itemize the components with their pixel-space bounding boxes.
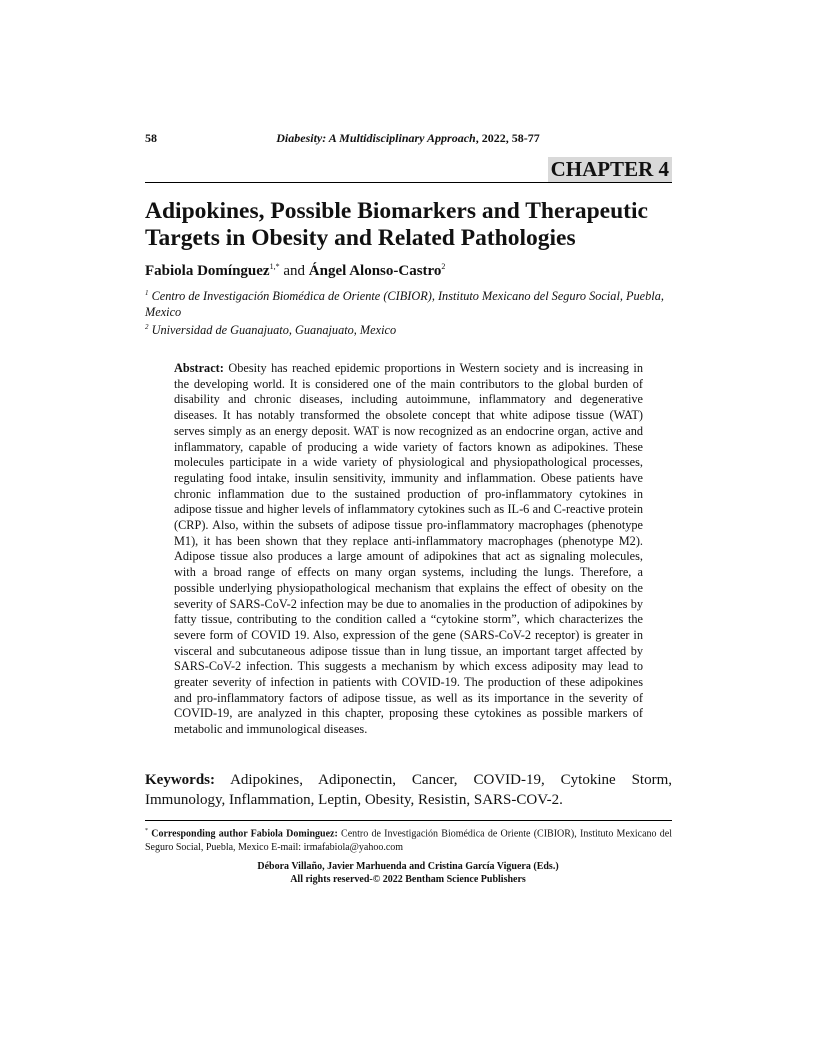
chapter-label: CHAPTER 4	[548, 157, 672, 182]
keywords-label: Keywords:	[145, 772, 215, 788]
abstract-label: Abstract:	[174, 361, 224, 375]
footnote-divider	[145, 820, 672, 821]
affiliation-2-marker: 2	[145, 323, 149, 331]
author-2-affiliation-marker: 2	[441, 262, 446, 271]
running-head	[0, 131, 816, 146]
affiliation-2	[145, 319, 675, 338]
affiliation-1-marker: 1	[145, 289, 149, 297]
page-number: 58	[145, 131, 157, 145]
author-conjunction: and	[279, 263, 309, 279]
journal-name: Diabesity: A Multidisciplinary Approach	[276, 131, 476, 145]
author-1-name: Fabiola Domínguez	[145, 263, 270, 279]
editors-line: Débora Villaño, Javier Marhuenda and Cristina García Viguera (Eds.)	[257, 861, 559, 872]
chapter-divider	[145, 182, 672, 183]
footnote-marker: *	[145, 828, 148, 834]
abstract	[174, 361, 643, 738]
abstract-text: Obesity has reached epidemic proportions in Western society and is increasing in the developing world. It is considered one of the main contributors to the global burden of disability and chronic diseases, including autoimmune, inflammatory and degenerative diseases. It has notably transformed the obsolete concept that white adipose tissue (WAT) serves simply as an energy deposit. WAT is now recognized as an endocrine organ, active and inflammatory, capable of producing a wide variety of factors known as adipokines. These molecules participate in a wide variety of physiological and physiopathological processes, regulating food intake, insulin sensitivity, immunity and inflammation. Obese patients have chronic inflammation due to the sustained production of pro-inflammatory cytokines in adipose tissue and higher levels of inflammatory cytokines such as IL-6 and C-reactive protein (CRP). Also, within the subsets of adipose tissue pro-inflammatory macrophages (phenotype M1), it has been shown that they replace anti-inflammatory macrophages (phenotype M2). Adipose tissue also produces a large amount of adipokines that act as signaling molecules, with a broad range of effects on many organ systems, including the lungs. Therefore, a possible underlying physiopathological mechanism that explains the effect of obesity on the severity of SARS-CoV-2 infection may be due to anomalies in the production of adipokines by fatty tissue, contributing to the condition called a “cytokine storm”, which characterizes the severe form of COVID 19. Also, expression of the gene (SARS-CoV-2 receptor) is greater in visceral and subcutaneous adipose tissue than in lung tissue, an important target affected by SARS-CoV-2 infection. This suggests a mechanism by which excess adiposity may lead to greater severity of infection in patients with COVID-19. The production of these adipokines and pro-inflammatory factors of adipose tissue, as well as its importance in the severity of COVID-19, are analyzed in this chapter, proposing these cytokines as possible markers of metabolic and immunological diseases.	[174, 361, 643, 737]
rights-line: All rights reserved-© 2022 Bentham Science Publishers	[290, 873, 526, 885]
chapter-title: Adipokines, Possible Biomarkers and Therapeutic Targets in Obesity and Related Pathologies	[145, 198, 648, 251]
journal-volume-pages: , 2022, 58-77	[475, 131, 540, 145]
author-1-affiliation-marker: 1,*	[269, 262, 280, 271]
author-line	[145, 262, 445, 280]
footnote-text: Centro de Investigación Biomédica de Oriente (CIBIOR), Instituto Mexicano del Seguro Social, Puebla, Mexico E-mail: irmafabiola@yahoo.com	[145, 828, 672, 854]
footnote-label: Corresponding author Fabiola Dominguez:	[148, 828, 338, 840]
affiliation-1	[145, 285, 675, 320]
keywords	[145, 770, 672, 810]
publisher-footer	[0, 861, 816, 886]
affiliation-2-text: Universidad de Guanajuato, Guanajuato, Mexico	[148, 323, 397, 338]
affiliation-1-text: Centro de Investigación Biomédica de Oriente (CIBIOR), Instituto Mexicano del Seguro Social, Puebla, Mexico	[145, 289, 664, 320]
author-2-name: Ángel Alonso-Castro	[308, 263, 442, 279]
keywords-text: Adipokines, Adiponectin, Cancer, COVID-19, Cytokine Storm, Immunology, Inflammation, Leptin, Obesity, Resistin, SARS-COV-2.	[145, 772, 672, 808]
corresponding-author-footnote	[145, 824, 672, 855]
